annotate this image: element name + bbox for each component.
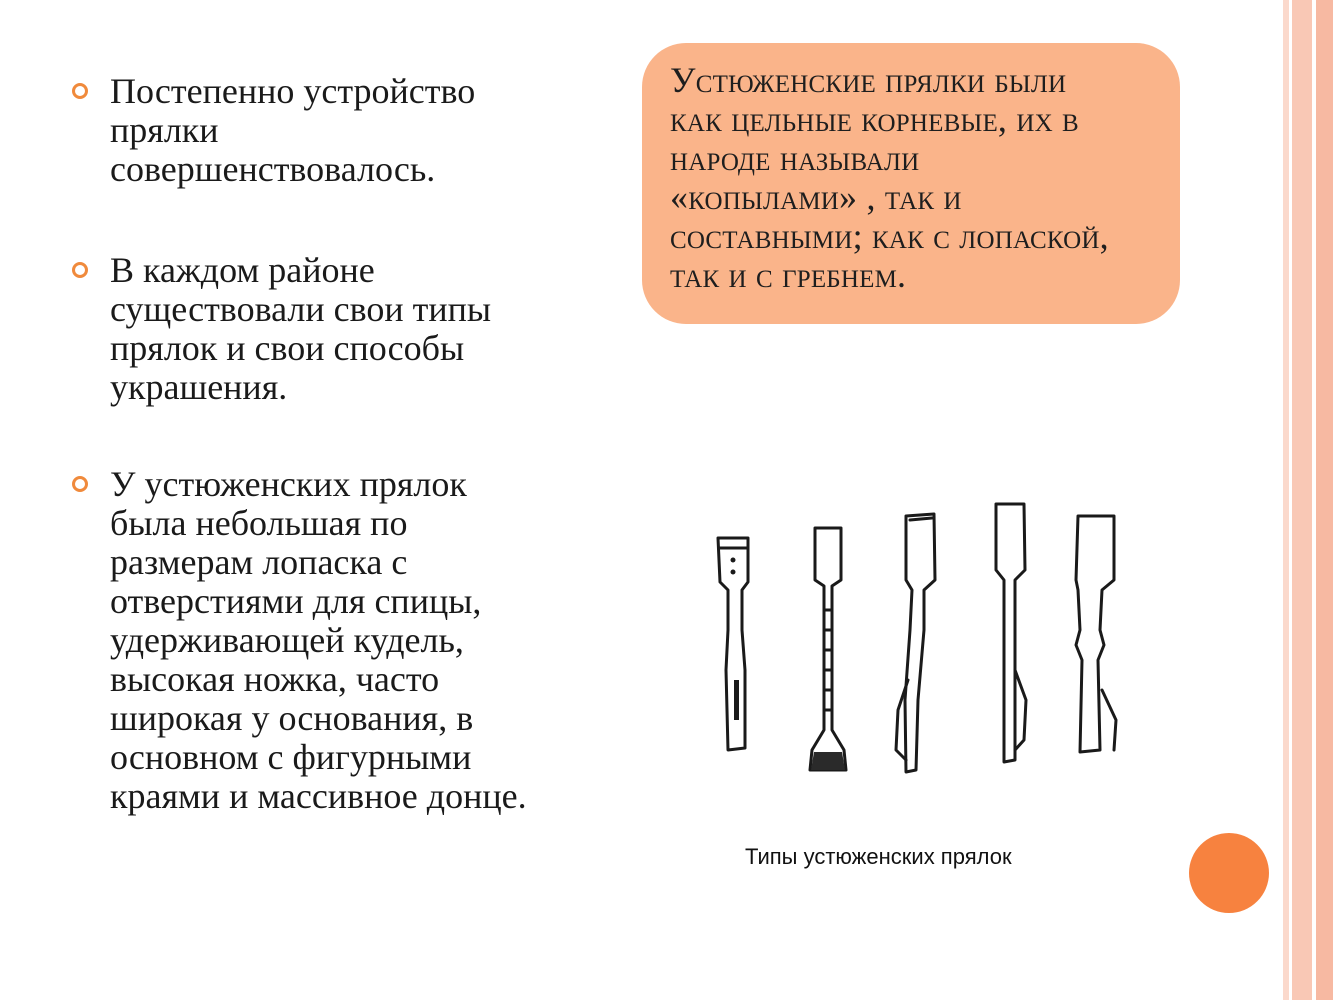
spinning-wheel-type-5-icon: [1076, 516, 1116, 752]
spinning-wheel-type-1-icon: [718, 538, 748, 750]
callout-box: [642, 43, 1180, 324]
bullet-item: [70, 72, 590, 189]
decor-stripe: [1316, 0, 1333, 1000]
bullet-circle-icon: [72, 476, 88, 492]
bullet-item: [70, 251, 590, 407]
bullet-circle-icon: [72, 83, 88, 99]
callout-text: Устюженские прялки были как цельные корневые, их в народе называли «копылами» , так и составными; как с лопаской, так и с гребнем.: [670, 60, 1109, 295]
decorative-circle: [1189, 833, 1269, 913]
spinning-wheel-type-4-icon: [996, 504, 1026, 762]
figure-caption: Типы устюженских прялок: [745, 844, 1012, 869]
decor-stripe: [1292, 0, 1312, 1000]
spinning-wheels-figure: [648, 430, 1138, 850]
spinning-wheel-type-3-icon: [896, 514, 935, 772]
bullet-text: В каждом районе существовали свои типы прялок и свои способы украшения.: [110, 250, 492, 407]
bullet-text: У устюженских прялок была небольшая по размерам лопаска с отверстиями для спицы, удерживающей кудель, высокая ножка, часто широкая у основания, в основном с фигурными краями и массивное донце.: [110, 464, 527, 816]
bullet-circle-icon: [72, 262, 88, 278]
spinning-wheels-illustration: [648, 430, 1138, 850]
spinning-wheel-type-2-icon: [810, 528, 846, 770]
bullet-list: [70, 72, 590, 816]
bullet-item: [70, 465, 590, 816]
bullet-text: Постепенно устройство прялки совершенствовалось.: [110, 71, 476, 189]
